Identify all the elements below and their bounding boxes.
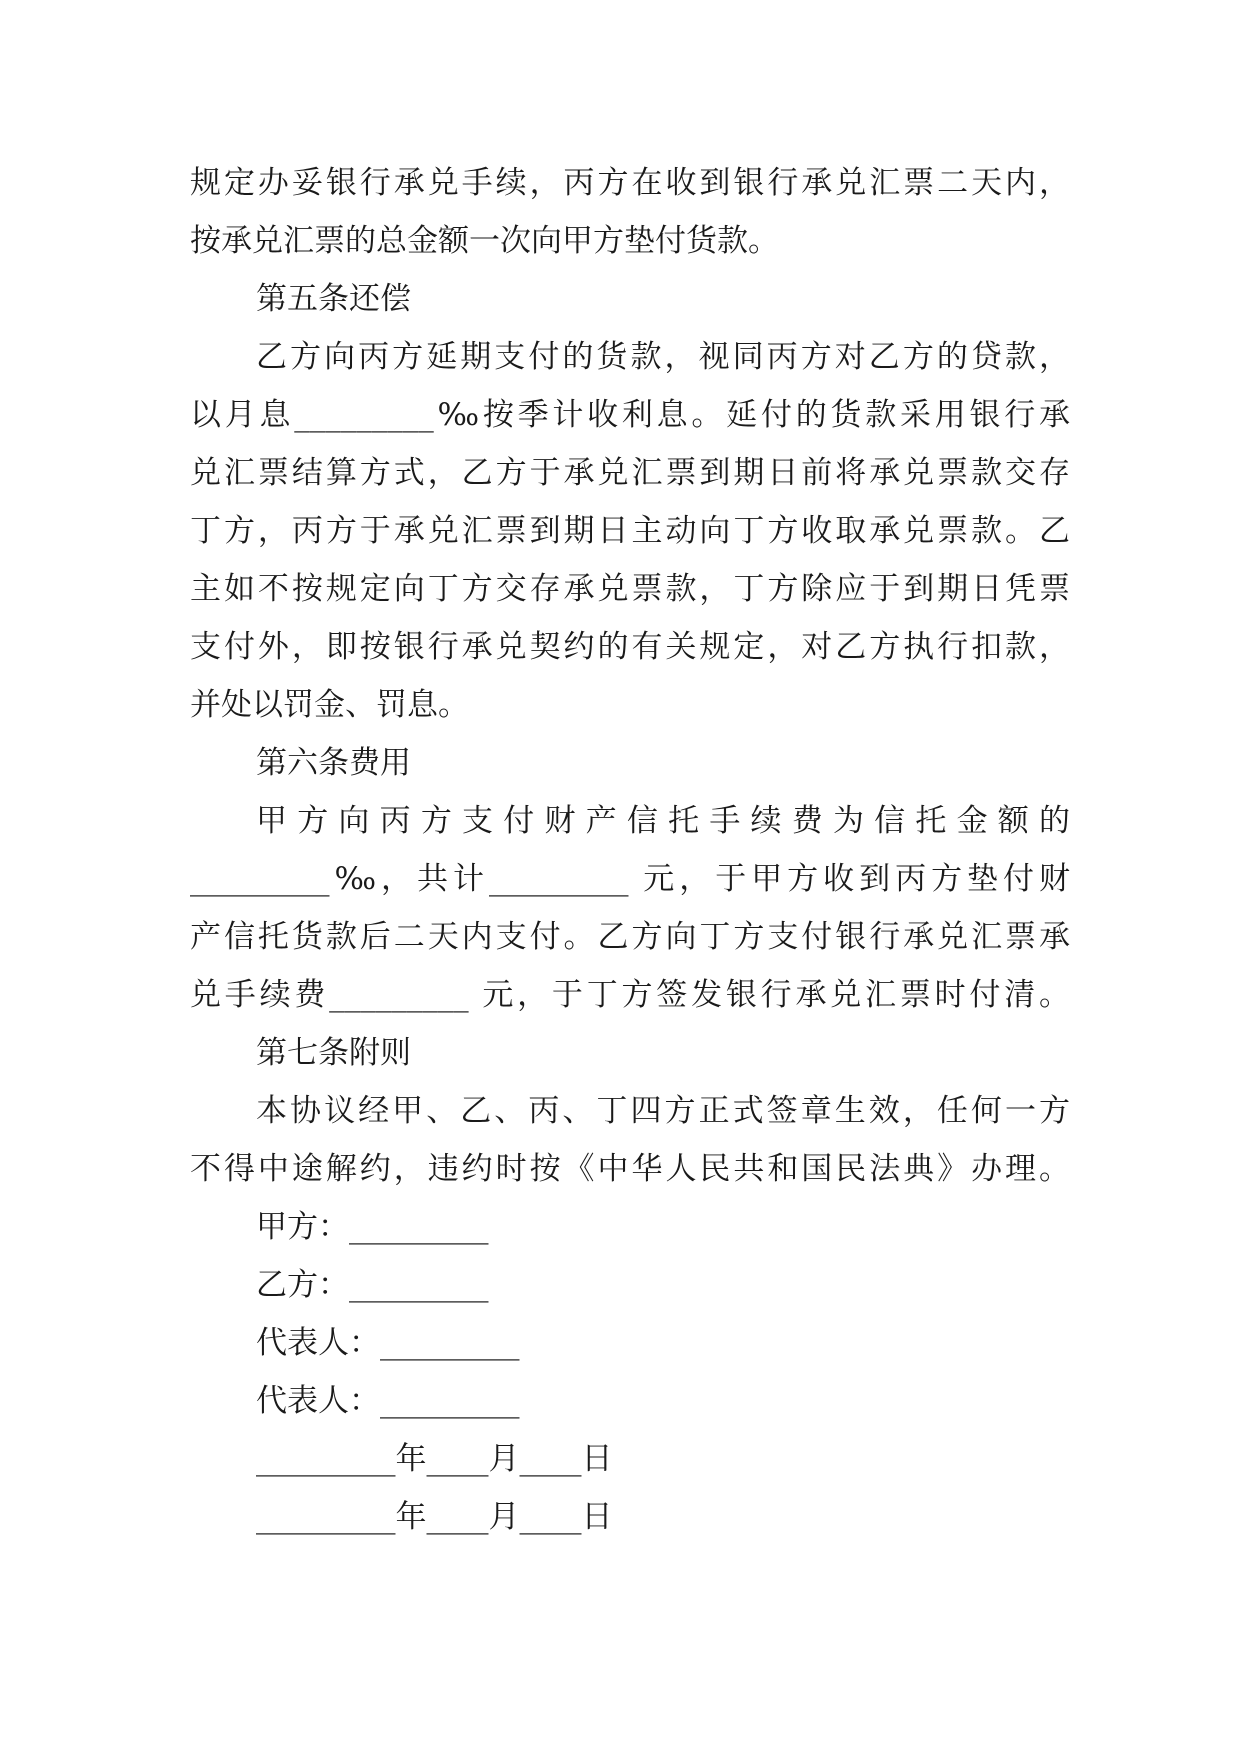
signature-date-2: _________年____月____日 xyxy=(256,1499,613,1535)
body-line: 支付外，即按银行承兑契约的有关规定，对乙方执行扣款， xyxy=(190,629,1070,665)
body-line: 不得中途解约，违约时按《中华人民共和国民法典》办理。 xyxy=(190,1151,1070,1187)
body-line: 产信托货款后二天内支付。乙方向丁方支付银行承兑汇票承 xyxy=(190,919,1070,955)
body-line: 规定办妥银行承兑手续，丙方在收到银行承兑汇票二天内， xyxy=(190,165,1070,201)
body-line: 本协议经甲、乙、丙、丁四方正式签章生效，任何一方 xyxy=(256,1093,1070,1129)
document-page xyxy=(190,154,1070,1546)
section-heading-article-6: 第六条费用 xyxy=(256,745,411,781)
body-line: 乙方向丙方延期支付的货款，视同丙方对乙方的贷款， xyxy=(256,339,1070,375)
body-line: 主如不按规定向丁方交存承兑票款，丁方除应于到期日凭票 xyxy=(190,571,1070,607)
body-line: 并处以罚金、罚息。 xyxy=(190,687,469,723)
body-line: 兑手续费_________ 元，于丁方签发银行承兑汇票时付清。 xyxy=(190,977,1070,1013)
body-line: _________‰，共计_________ 元，于甲方收到丙方垫付财 xyxy=(190,861,1070,897)
body-line: 以月息_________‰按季计收利息。延付的货款采用银行承 xyxy=(190,397,1070,433)
signature-party-a: 甲方：_________ xyxy=(256,1209,489,1245)
section-heading-article-7: 第七条附则 xyxy=(256,1035,411,1071)
body-line: 按承兑汇票的总金额一次向甲方垫付货款。 xyxy=(190,223,779,259)
signature-representative-1: 代表人：_________ xyxy=(256,1325,520,1361)
section-heading-article-5: 第五条还偿 xyxy=(256,281,411,317)
body-line: 甲方向丙方支付财产信托手续费为信托金额的 xyxy=(256,803,1070,839)
signature-date-1: _________年____月____日 xyxy=(256,1441,613,1477)
body-line: 兑汇票结算方式，乙方于承兑汇票到期日前将承兑票款交存 xyxy=(190,455,1070,491)
signature-representative-2: 代表人：_________ xyxy=(256,1383,520,1419)
body-line: 丁方，丙方于承兑汇票到期日主动向丁方收取承兑票款。乙 xyxy=(190,513,1070,549)
signature-party-b: 乙方：_________ xyxy=(256,1267,489,1303)
